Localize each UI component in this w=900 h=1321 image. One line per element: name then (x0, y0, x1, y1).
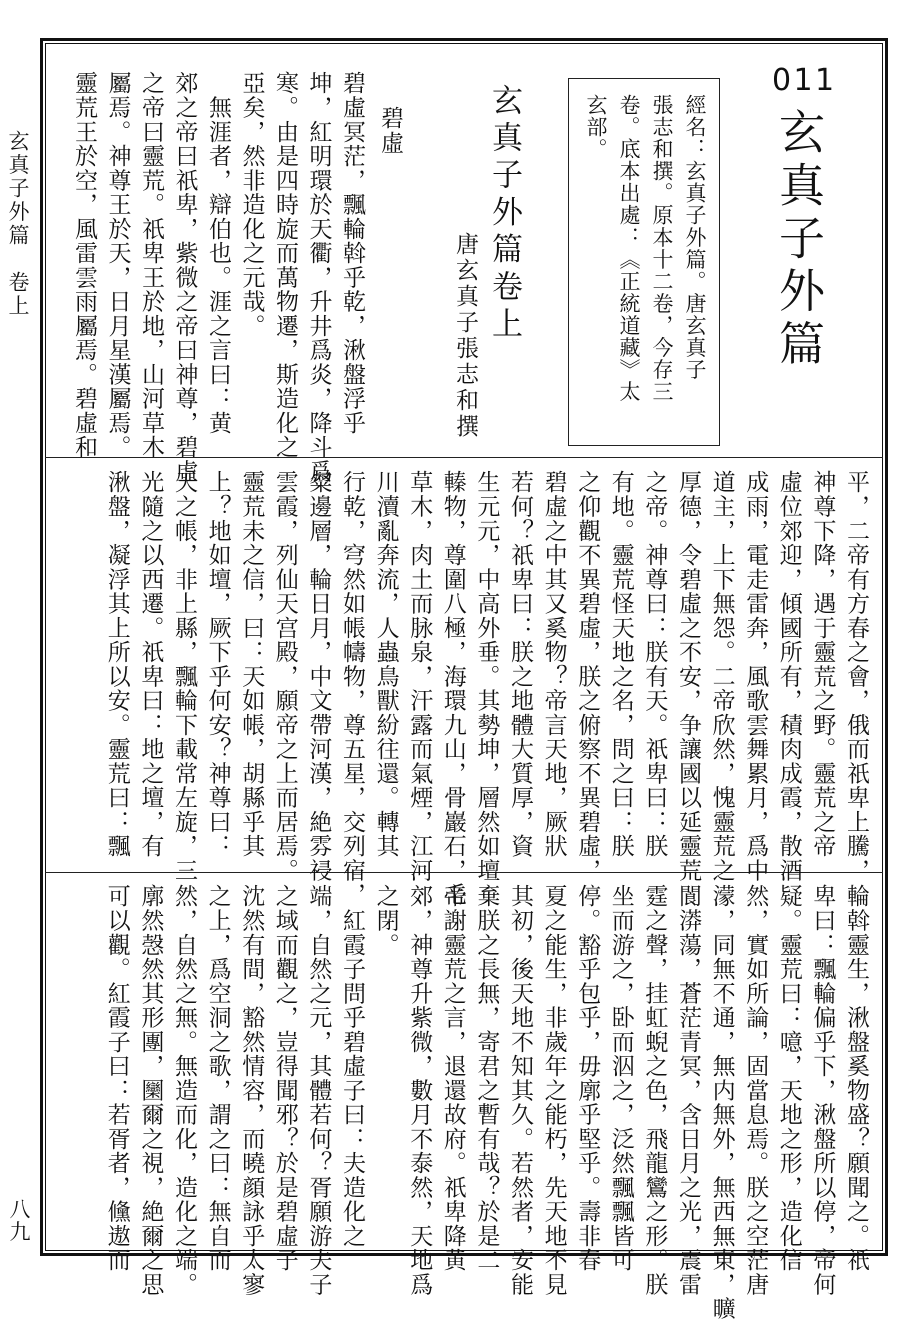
text-column: 無涯者，辯伯也。涯之言曰：黄 (205, 71, 231, 435)
text-column: 行乾，穹然如帳幬物，尊五星，交列宿， (339, 470, 365, 907)
divider-upper (45, 457, 883, 458)
info-line: 經名：玄真子外篇。唐玄真子 (683, 94, 707, 381)
text-column: 棄朕之長無，寄君之暫有哉？於是二 (473, 884, 500, 1273)
text-column: 湫盤，凝浮其上所以安。靈荒曰：飄 (103, 470, 130, 859)
text-column: 帝謝靈荒之言，退還故府。祇卑降黄 (439, 884, 466, 1273)
text-column: 轃物，尊圍八極，海環九山，骨巖石，毛 (439, 470, 466, 907)
page-number: 八九 (7, 1198, 31, 1244)
text-column: 霆之聲，挂虹蜺之色，飛龍鸞之形。朕 (641, 884, 668, 1297)
text-column: 雲霞，列仙天宫殿，願帝之上而居焉。 (271, 470, 298, 883)
text-column: 川瀆亂奔流，人蟲鳥獸紛往還。轉其 (372, 470, 399, 859)
text-column: 靈荒未之信，曰：天如帳，胡縣乎其 (238, 470, 265, 859)
text-column: 道主，上下無怨。二帝欣然，愧靈荒之 (708, 470, 735, 883)
entry-title: 玄真子外篇 (772, 108, 826, 373)
text-column: 坐而游之，卧而泅之，泛然飄飄皆可 (607, 884, 634, 1273)
text-column: 閬漭蕩，蒼茫青冥，含日月之光，震雷 (675, 884, 701, 1297)
text-column: 疑。靈荒曰：噫，天地之形，造化信 (775, 884, 802, 1273)
book-title: 玄真子外篇卷上 (486, 84, 522, 345)
text-column: 粲邊層，輪日月，中文帶河漢，絶雰祲 (305, 470, 332, 883)
text-column: 亞矣，然非造化之元哉。 (238, 71, 265, 338)
text-column: 之域而觀之，豈得聞邪？於是碧虛子 (271, 884, 298, 1273)
text-column: 靈荒王於空，風雷雲雨屬焉。碧虛和 (71, 71, 97, 460)
text-column: 成雨，電走雷奔，風歌雲舞累月，爲中 (742, 470, 769, 883)
text-column: 沈然有間，豁然情容，而曉顔詠乎太寥 (238, 884, 265, 1297)
text-column: 碧虛之中其又奚物？帝言天地，厥狀 (540, 470, 567, 859)
info-line: 玄部。 (584, 94, 608, 161)
section-heading: 碧虛 (377, 106, 403, 156)
text-column: 郊，神尊升紫微，數月不泰然，天地爲 (406, 884, 433, 1297)
text-column: 虛位郊迎，傾國所有，積肉成霞，散酒 (775, 470, 802, 883)
text-column: 廓然愨然其形團，圞爾之視，絶爾之思 (137, 884, 164, 1297)
text-column: 光隨之以西遷。祇卑曰：地之壇，有 (137, 470, 164, 859)
text-column: 上？地如壇，厥下乎何安？神尊曰： (204, 470, 231, 859)
text-column: 生元元，中高外垂。其勢坤，層然如壇 (473, 470, 500, 883)
text-column: 屬焉。神尊王於天，日月星漢屬焉。 (104, 71, 131, 460)
text-column: 平，二帝有方春之會，俄而祇卑上騰， (843, 470, 869, 883)
text-column: 之閉。 (372, 884, 399, 957)
text-column: 若何？祇卑曰：朕之地體大質厚，資 (507, 470, 533, 859)
text-column: 然，自然之無。無造而化，造化之端。 (171, 884, 197, 1297)
text-column: 輪斡靈生，湫盤奚物盛？願聞之。祇 (843, 884, 869, 1273)
text-column: 紅霞子問乎碧虛子曰：夫造化之 (339, 884, 365, 1248)
entry-number: 011 (772, 63, 837, 98)
text-column: 神尊下降，遇于靈荒之野。靈荒之帝 (809, 470, 836, 859)
text-column: 天之帳，非上縣，飄輪下載常左旋，三 (171, 470, 197, 883)
text-column: 濛，同無不通，無内無外，無西無東，曠 (708, 884, 735, 1321)
text-column: 寒。由是四時旋而萬物遷，斯造化之 (272, 71, 298, 460)
info-line: 張志和撰。原本十二卷，今存三 (650, 94, 674, 403)
text-column: 坤，紅明環於天衢，升井爲炎，降斗爲 (305, 71, 332, 484)
text-column: 之仰觀不異碧虛，朕之俯察不異碧虛， (574, 470, 601, 883)
text-column: 夏之能生，非歲年之能朽，先天地不見 (540, 884, 567, 1297)
text-column: 碧虛冥茫，飄輪斡乎乾，湫盤浮乎 (339, 71, 365, 435)
text-column: 之帝。神尊曰：朕有天。祇卑曰：朕 (641, 470, 668, 859)
text-column: 郊之帝曰祇卑，紫微之帝曰神尊，碧虛 (171, 71, 198, 484)
text-column: 厚德，令碧虛之不安，争讓國以延靈荒 (675, 470, 701, 883)
text-column: 之帝曰靈荒。祇卑王於地，山河草木 (138, 71, 164, 460)
text-column: 其初，後天地不知其久。若然者，安能 (507, 884, 533, 1297)
text-column: 草木，肉土而脉泉，汗露而氣煙，江河 (406, 470, 433, 883)
text-column: 端，自然之元，其體若何？胥願游夫子 (305, 884, 332, 1297)
running-head: 玄真子外篇 卷上 (6, 130, 30, 319)
info-line: 卷。底本出處：《正統道藏》太 (617, 94, 641, 403)
text-column: 然，實如所論，固當息焉。朕之空茫唐 (742, 884, 769, 1297)
text-column: 之上，爲空洞之歌，謂之曰：無自而 (204, 884, 231, 1273)
author-line: 唐玄真子張志和撰 (452, 232, 478, 440)
text-column: 卑曰：飄輪偏乎下，湫盤所以停，帝何 (809, 884, 836, 1297)
text-column: 可以觀。紅霞子曰：若胥者，儵遨而 (103, 884, 130, 1273)
text-column: 有地。靈荒怪天地之名，問之曰：朕 (607, 470, 634, 859)
text-column: 停。豁乎包乎，毋廓乎堅乎。壽非春 (574, 884, 601, 1273)
